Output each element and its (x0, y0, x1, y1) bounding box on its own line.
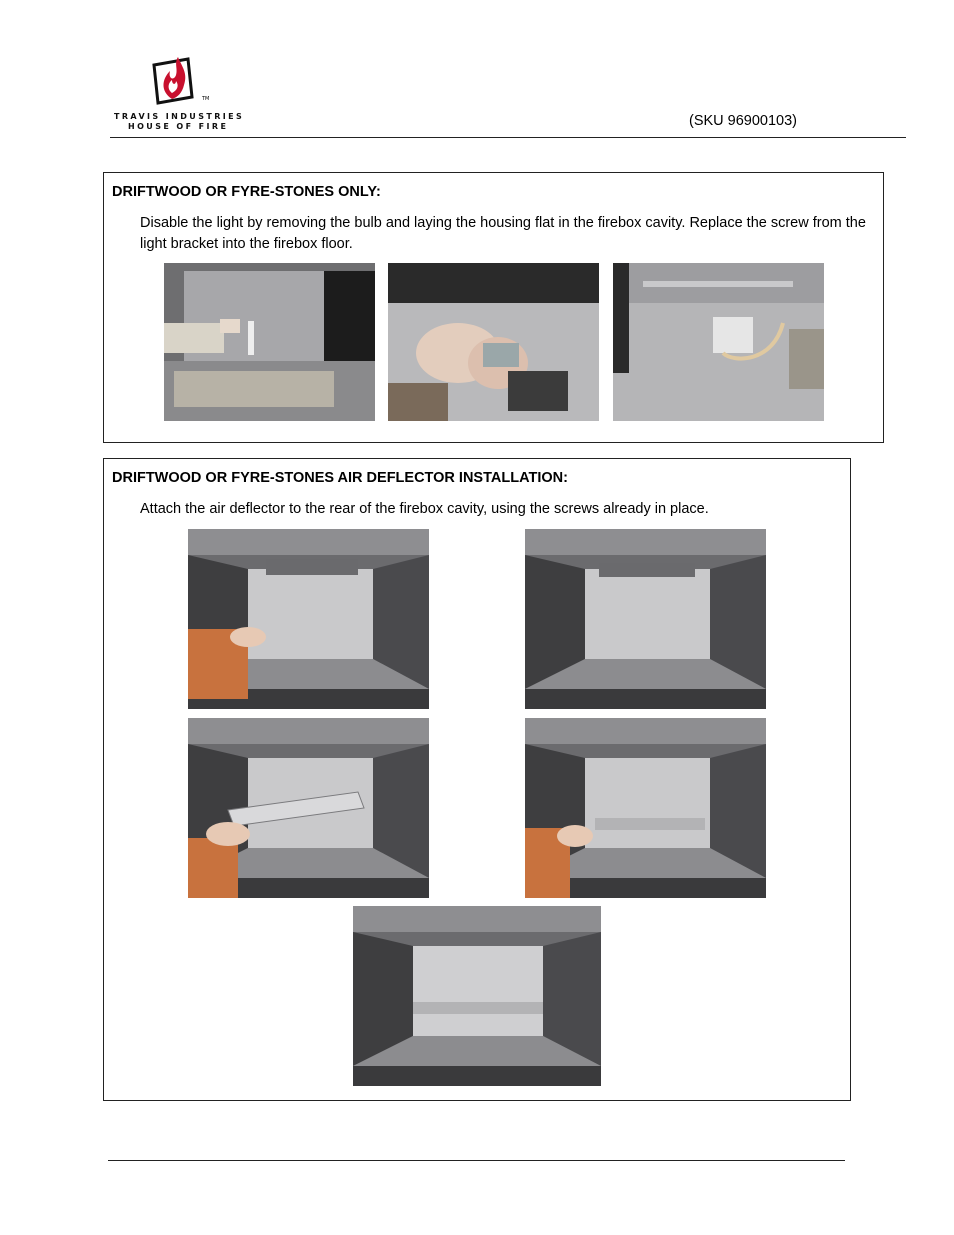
logo-company-name: TRAVIS INDUSTRIES (114, 112, 245, 121)
section1-heading: DRIFTWOOD OR FYRE-STONES ONLY: (112, 184, 381, 200)
photo-housing-flat (613, 263, 824, 421)
photo-deflector-step2 (525, 529, 766, 709)
section2-text: Attach the air deflector to the rear of the firebox cavity, using the screws already in place. (140, 501, 709, 517)
photo-deflector-step1 (188, 529, 429, 709)
photo-remove-bulb (164, 263, 375, 421)
logo-tagline: HOUSE OF FIRE (128, 122, 229, 131)
section1-text: Disable the light by removing the bulb and laying the housing flat in the firebox cavity. Replace the screw from the light bracket into the firebox floor. (140, 215, 866, 252)
photo-deflector-step4 (525, 718, 766, 898)
photo-housing-in-hand (388, 263, 599, 421)
travis-logo (110, 55, 250, 135)
photo-deflector-step3 (188, 718, 429, 898)
photo-deflector-installed (353, 906, 601, 1086)
sku-label: (SKU 96900103) (689, 113, 798, 129)
trademark-mark: TM (202, 96, 210, 102)
header-divider (110, 137, 906, 138)
footer-divider (108, 1160, 845, 1161)
section2-heading: DRIFTWOOD OR FYRE-STONES AIR DEFLECTOR INSTALLATION: (112, 470, 568, 486)
flame-logo-icon (148, 55, 248, 111)
